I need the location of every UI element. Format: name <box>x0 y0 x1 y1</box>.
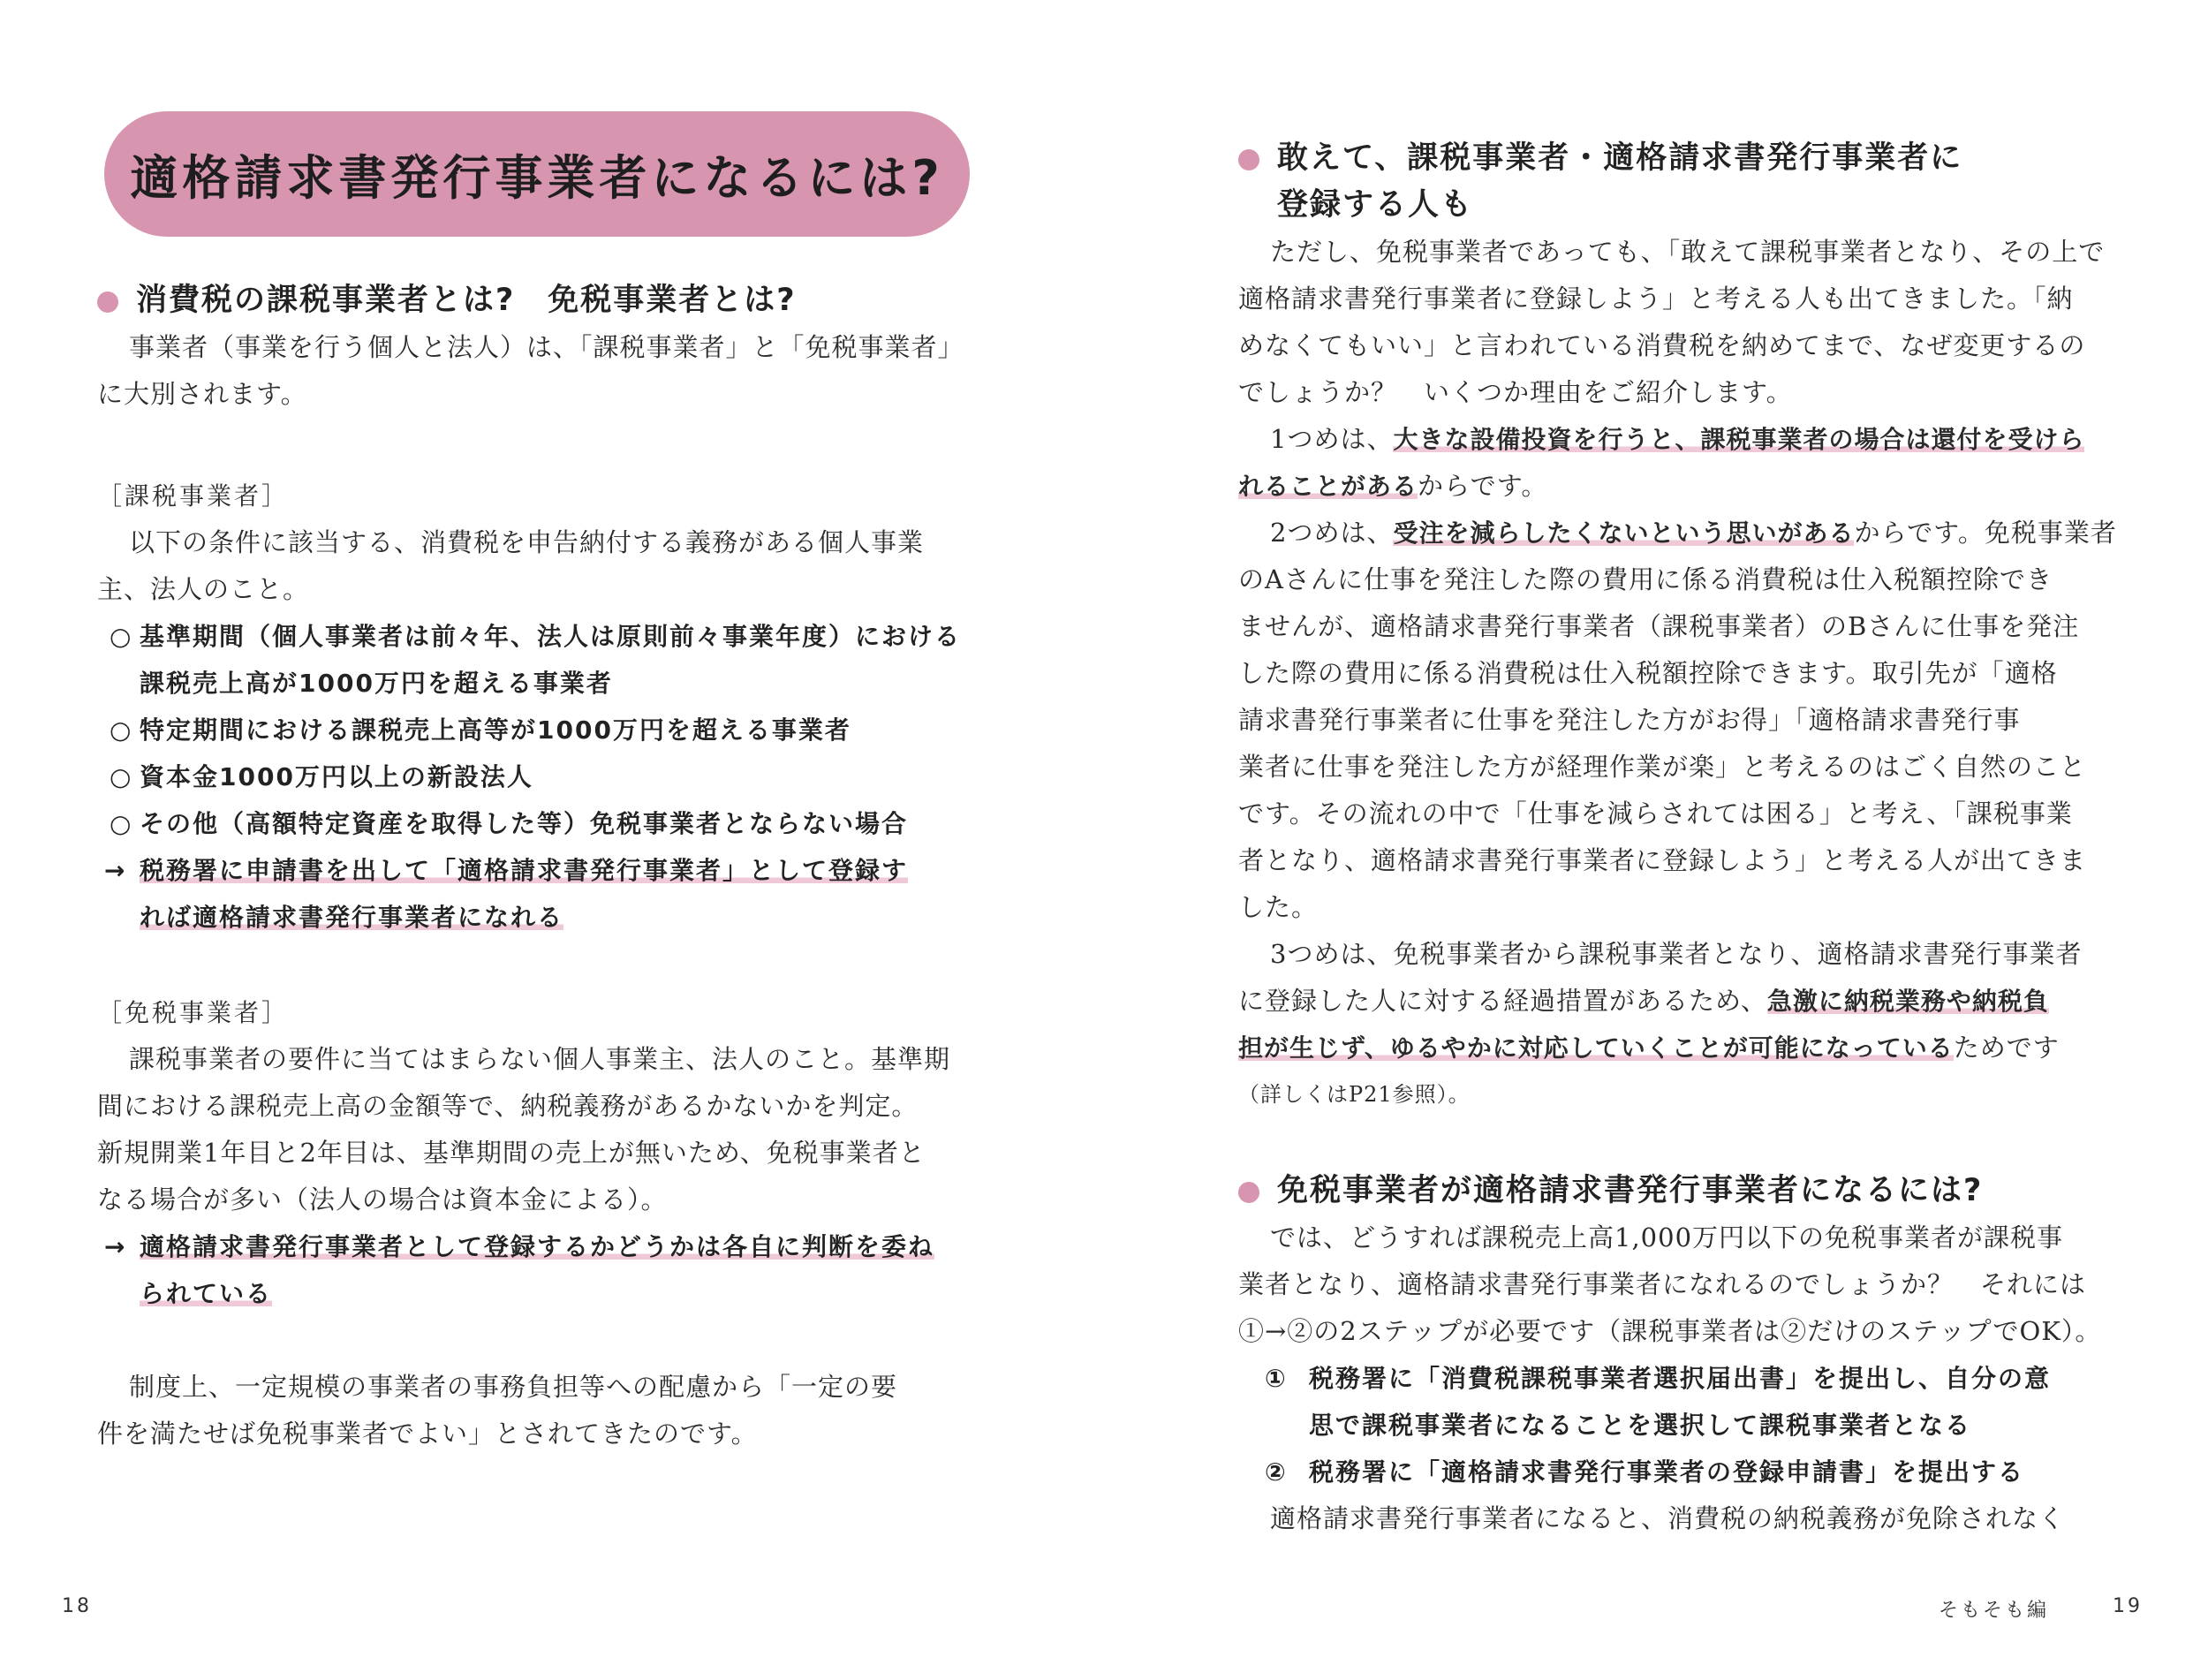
reason-1-cont: れることがあるからです。 <box>1238 471 1548 501</box>
circle-bullet-icon: ○ <box>110 622 133 651</box>
arrow-right-icon: → <box>104 856 127 885</box>
body-line: 業者となり、適格請求書発行事業者になれるのでしょうか？ それには <box>1238 1269 2087 1299</box>
body-line: 適格請求書発行事業者になると、消費税の納税義務が免除されなく <box>1270 1503 2066 1533</box>
body-line: 者となり、適格請求書発行事業者に登録しよう」と考える人が出てきま <box>1238 845 2087 875</box>
body-line: ①→②の2ステップが必要です（課税事業者は②だけのステップでOK）。 <box>1238 1316 2102 1346</box>
taxable-label: ［課税事業者］ <box>97 481 290 511</box>
taxable-business-block <box>97 473 972 941</box>
bullet-dot-icon <box>97 291 118 313</box>
circle-bullet-icon: ○ <box>110 809 133 838</box>
circle-bullet-icon: ○ <box>110 715 133 745</box>
section-consumption-tax <box>97 277 972 418</box>
body-line: した。 <box>1238 892 1319 922</box>
body-line: では、どうすれば課税売上高1,000万円以下の免税事業者が課税事 <box>1270 1222 2064 1252</box>
step-2: ② 税務署に「適格請求書発行事業者の登録申請書」を提出する <box>1238 1449 2113 1495</box>
body-line: めなくてもいい」と言われている消費税を納めてまで、なぜ変更するの <box>1238 330 2086 360</box>
bullet-dot-icon <box>1238 1182 1259 1203</box>
condition-item: ○ 特定期間における課税売上高等が1000万円を超える事業者 <box>97 707 972 753</box>
body-line: 請求書発行事業者に仕事を発注した方がお得」「適格請求書発行事 <box>1238 705 2021 735</box>
bullet-dot-icon <box>1238 149 1259 170</box>
exempt-label: ［免税事業者］ <box>97 998 290 1027</box>
chapter-title: 適格請求書発行事業者になるには? <box>130 149 944 206</box>
body-line: 主、法人のこと。 <box>97 574 310 604</box>
section-voluntary-registration <box>1238 135 2117 1118</box>
body-line: ませんが、適格請求書発行事業者（課税事業者）のBさんに仕事を発注 <box>1238 611 2080 641</box>
section-heading: 消費税の課税事業者とは? 免税事業者とは? <box>97 277 972 324</box>
running-head: そもそも編 <box>1939 1600 2050 1622</box>
closing-paragraph <box>97 1364 972 1457</box>
section-how-to-register <box>1238 1168 2113 1542</box>
reason-3: 3つめは、免税事業者から課税事業者となり、適格請求書発行事業者 <box>1270 939 2083 969</box>
section-heading: 免税事業者が適格請求書発行事業者になるには? <box>1238 1168 2113 1215</box>
taxable-conclusion: → 税務署に申請書を出して「適格請求書発行事業者」として登録す れば適格請求書発行事業者になれる <box>97 847 972 941</box>
section-heading: 敢えて、課税事業者・適格請求書発行事業者に 登録する人も <box>1238 135 2113 229</box>
exempt-business-block <box>97 989 972 1317</box>
step-number-2: ② <box>1265 1457 1288 1487</box>
step-1: ① 税務署に「消費税課税事業者選択届出書」を提出し、自分の意 思で課税事業者になることを選択して課税事業者となる <box>1238 1355 2113 1449</box>
reason-3-cont: 担が生じず、ゆるやかに対応していくことが可能になっているためです <box>1238 1033 2060 1063</box>
body-line: ただし、免税事業者であっても、「敢えて課税事業者となり、その上で <box>1270 237 2106 267</box>
condition-item: ○ 資本金1000万円以上の新設法人 <box>97 753 972 800</box>
body-line: 件を満たせば免税事業者でよい」とされてきたのです。 <box>97 1419 758 1449</box>
body-line: した際の費用に係る消費税は仕入税額控除できます。取引先が「適格 <box>1238 658 2058 688</box>
arrow-right-icon: → <box>104 1232 127 1261</box>
reason-3-cont: に登録した人に対する経過措置があるため、急激に納税業務や納税負 <box>1238 986 2049 1016</box>
body-line: 業者に仕事を発注した方が経理作業が楽」と考えるのはごく自然のこと <box>1238 752 2087 782</box>
chapter-title-banner <box>104 111 970 237</box>
body-line: なる場合が多い（法人の場合は資本金による）。 <box>97 1184 668 1215</box>
page-number-left: 18 <box>62 1595 92 1617</box>
circle-bullet-icon: ○ <box>110 762 133 791</box>
intro-line: 事業者（事業を行う個人と法人）は、「課税事業者」と「免税事業者」 <box>129 332 964 362</box>
body-line: 課税事業者の要件に当てはまらない個人事業主、法人のこと。基準期 <box>129 1044 951 1074</box>
body-line: 間における課税売上高の金額等で、納税義務があるかないかを判定。 <box>97 1091 919 1121</box>
step-number-1: ① <box>1265 1364 1288 1393</box>
body-line: 新規開業1年目と2年目は、基準期間の売上が無いため、免税事業者と <box>97 1138 926 1168</box>
reason-1: 1つめは、大きな設備投資を行うと、課税事業者の場合は還付を受けら <box>1270 424 2085 454</box>
body-line: でしょうか？ いくつか理由をご紹介します。 <box>1238 377 1793 407</box>
condition-item: ○ 基準期間（個人事業者は前々年、法人は原則前々事業年度）における 課税売上高が1000万円を超える事業者 <box>97 613 972 707</box>
condition-item: ○ その他（高額特定資産を取得した等）免税事業者とならない場合 <box>97 800 972 847</box>
reference-note: （詳しくはP21参照）。 <box>1238 1082 1471 1107</box>
body-line: です。その流れの中で「仕事を減らされては困る」と考え、「課税事業 <box>1238 798 2073 829</box>
body-line: のAさんに仕事を発注した際の費用に係る消費税は仕入税額控除でき <box>1238 564 2053 594</box>
body-line: 制度上、一定規模の事業者の事務負担等への配慮から「一定の要 <box>129 1372 898 1402</box>
page-number-right: 19 <box>2113 1595 2143 1617</box>
body-line: 適格請求書発行事業者に登録しよう」と考える人も出てきました。「納 <box>1238 284 2074 314</box>
body-line: 以下の条件に該当する、消費税を申告納付する義務がある個人事業 <box>129 527 925 557</box>
intro-line: に大別されます。 <box>97 379 307 409</box>
exempt-conclusion: → 適格請求書発行事業者として登録するかどうかは各自に判断を委ね られている <box>97 1223 972 1317</box>
reason-2: 2つめは、受注を減らしたくないという思いがあるからです。免税事業者 <box>1270 518 2117 548</box>
